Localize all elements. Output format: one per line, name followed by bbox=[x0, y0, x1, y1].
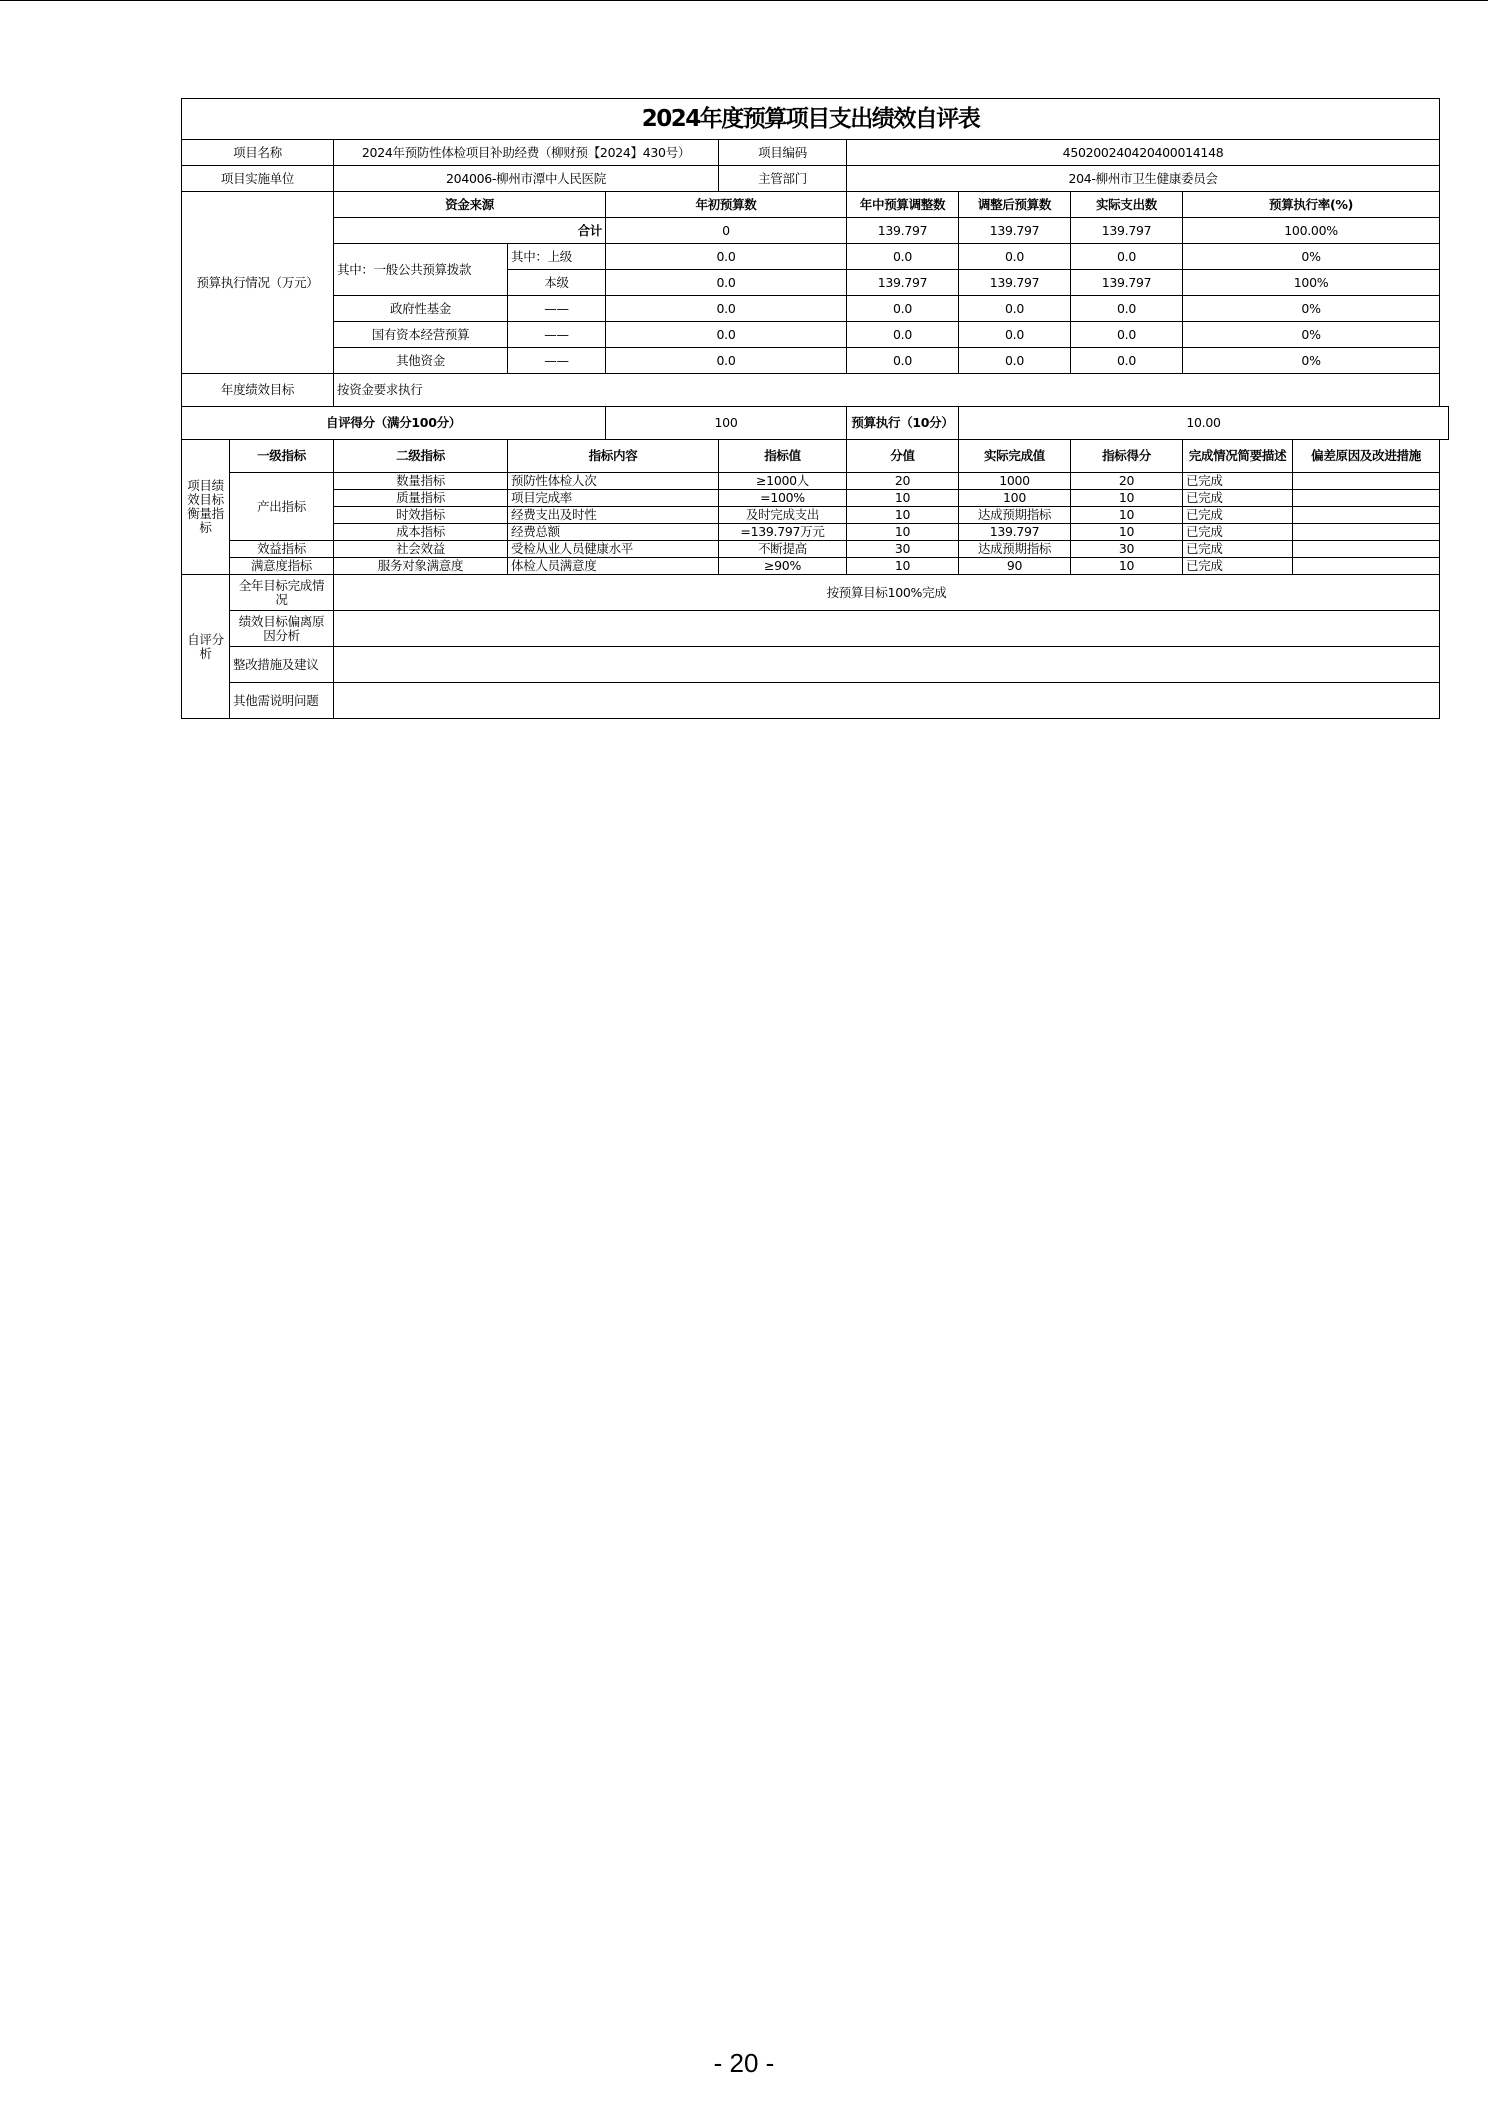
analysis-row bbox=[182, 683, 1449, 719]
other-fund-mid: 0.0 bbox=[847, 348, 959, 374]
indicator-reason bbox=[1293, 490, 1440, 507]
local-adjusted: 139.797 bbox=[959, 270, 1071, 296]
header-execution-rate: 预算执行率(%) bbox=[1183, 192, 1440, 218]
budget-exec-value: 10.00 bbox=[959, 407, 1449, 440]
indicator-level1: 效益指标 bbox=[230, 541, 334, 558]
other-fund-rate: 0% bbox=[1183, 348, 1440, 374]
header-actual: 实际完成值 bbox=[959, 440, 1071, 473]
indicator-level2: 质量指标 bbox=[334, 490, 508, 507]
performance-self-evaluation-table bbox=[181, 98, 1449, 719]
state-capital-dash: —— bbox=[508, 322, 606, 348]
analysis-row bbox=[182, 575, 1449, 611]
project-name-value: 2024年预防性体检项目补助经费（柳财预【2024】430号） bbox=[334, 140, 719, 166]
state-capital-rate: 0% bbox=[1183, 322, 1440, 348]
indicator-target: ≥1000人 bbox=[719, 473, 847, 490]
total-initial: 0 bbox=[606, 218, 847, 244]
budget-upper-row bbox=[182, 244, 1449, 270]
indicator-level2: 成本指标 bbox=[334, 524, 508, 541]
indicator-status: 已完成 bbox=[1183, 473, 1293, 490]
self-score-label: 自评得分（满分100分） bbox=[182, 407, 606, 440]
other-fund-initial: 0.0 bbox=[606, 348, 847, 374]
header-reason: 偏差原因及改进措施 bbox=[1293, 440, 1440, 473]
indicator-score: 10 bbox=[847, 558, 959, 575]
implementing-unit-label: 项目实施单位 bbox=[182, 166, 334, 192]
upper-initial: 0.0 bbox=[606, 244, 847, 270]
total-label: 合计 bbox=[334, 218, 606, 244]
budget-other-row bbox=[182, 348, 1449, 374]
indicator-level2: 时效指标 bbox=[334, 507, 508, 524]
local-actual: 139.797 bbox=[1071, 270, 1183, 296]
project-code-label: 项目编码 bbox=[719, 140, 847, 166]
header-content: 指标内容 bbox=[508, 440, 719, 473]
gov-fund-initial: 0.0 bbox=[606, 296, 847, 322]
indicator-target: ≥90% bbox=[719, 558, 847, 575]
indicator-got: 20 bbox=[1071, 473, 1183, 490]
total-mid: 139.797 bbox=[847, 218, 959, 244]
header-actual-spend: 实际支出数 bbox=[1071, 192, 1183, 218]
analysis-item-label: 整改措施及建议 bbox=[230, 647, 334, 683]
indicator-level2: 社会效益 bbox=[334, 541, 508, 558]
header-level1: 一级指标 bbox=[230, 440, 334, 473]
indicator-row bbox=[182, 473, 1449, 490]
gov-fund-mid: 0.0 bbox=[847, 296, 959, 322]
analysis-row bbox=[182, 611, 1449, 647]
indicator-content: 预防性体检人次 bbox=[508, 473, 719, 490]
header-score: 分值 bbox=[847, 440, 959, 473]
indicator-target: 及时完成支出 bbox=[719, 507, 847, 524]
gov-fund-dash: —— bbox=[508, 296, 606, 322]
local-mid: 139.797 bbox=[847, 270, 959, 296]
gov-fund-label: 政府性基金 bbox=[334, 296, 508, 322]
indicator-level2: 服务对象满意度 bbox=[334, 558, 508, 575]
budget-section-label: 预算执行情况（万元） bbox=[182, 192, 334, 374]
indicator-got: 30 bbox=[1071, 541, 1183, 558]
other-fund-actual: 0.0 bbox=[1071, 348, 1183, 374]
header-status: 完成情况简要描述 bbox=[1183, 440, 1293, 473]
indicator-content: 经费支出及时性 bbox=[508, 507, 719, 524]
indicator-actual: 100 bbox=[959, 490, 1071, 507]
budget-header-row bbox=[182, 192, 1449, 218]
indicator-header-row bbox=[182, 440, 1449, 473]
project-name-label: 项目名称 bbox=[182, 140, 334, 166]
indicator-row bbox=[182, 490, 1449, 507]
indicator-status: 已完成 bbox=[1183, 558, 1293, 575]
other-fund-dash: —— bbox=[508, 348, 606, 374]
upper-mid: 0.0 bbox=[847, 244, 959, 270]
analysis-item-label: 全年目标完成情况 bbox=[230, 575, 334, 611]
header-level2: 二级指标 bbox=[334, 440, 508, 473]
indicator-section-label: 项目绩效目标衡量指标 bbox=[182, 440, 230, 575]
gov-fund-actual: 0.0 bbox=[1071, 296, 1183, 322]
indicator-got: 10 bbox=[1071, 490, 1183, 507]
gov-fund-rate: 0% bbox=[1183, 296, 1440, 322]
indicator-row bbox=[182, 524, 1449, 541]
indicator-got: 10 bbox=[1071, 524, 1183, 541]
score-row bbox=[182, 407, 1449, 440]
header-mid-adjust: 年中预算调整数 bbox=[847, 192, 959, 218]
indicator-actual: 90 bbox=[959, 558, 1071, 575]
state-capital-initial: 0.0 bbox=[606, 322, 847, 348]
indicator-score: 20 bbox=[847, 473, 959, 490]
indicator-level1: 满意度指标 bbox=[230, 558, 334, 575]
indicator-level2: 数量指标 bbox=[334, 473, 508, 490]
indicator-actual: 达成预期指标 bbox=[959, 541, 1071, 558]
total-actual: 139.797 bbox=[1071, 218, 1183, 244]
analysis-item-value bbox=[334, 647, 1440, 683]
top-border-line bbox=[0, 0, 1488, 1]
analysis-row bbox=[182, 647, 1449, 683]
project-name-row bbox=[182, 140, 1449, 166]
indicator-target: 不断提高 bbox=[719, 541, 847, 558]
indicator-reason bbox=[1293, 524, 1440, 541]
self-score-value: 100 bbox=[606, 407, 847, 440]
indicator-row bbox=[182, 558, 1449, 575]
indicator-target: =100% bbox=[719, 490, 847, 507]
indicator-score: 30 bbox=[847, 541, 959, 558]
budget-total-row bbox=[182, 218, 1449, 244]
state-capital-adjusted: 0.0 bbox=[959, 322, 1071, 348]
annual-goal-row bbox=[182, 374, 1449, 407]
indicator-got: 10 bbox=[1071, 558, 1183, 575]
header-initial-budget: 年初预算数 bbox=[606, 192, 847, 218]
implementing-unit-value: 204006-柳州市潭中人民医院 bbox=[334, 166, 719, 192]
annual-goal-label: 年度绩效目标 bbox=[182, 374, 334, 407]
indicator-row bbox=[182, 541, 1449, 558]
total-adjusted: 139.797 bbox=[959, 218, 1071, 244]
indicator-status: 已完成 bbox=[1183, 490, 1293, 507]
header-target: 指标值 bbox=[719, 440, 847, 473]
budget-gov-fund-row bbox=[182, 296, 1449, 322]
indicator-reason bbox=[1293, 473, 1440, 490]
indicator-content: 经费总额 bbox=[508, 524, 719, 541]
indicator-score: 10 bbox=[847, 524, 959, 541]
indicator-content: 体检人员满意度 bbox=[508, 558, 719, 575]
state-capital-actual: 0.0 bbox=[1071, 322, 1183, 348]
gov-fund-adjusted: 0.0 bbox=[959, 296, 1071, 322]
department-value: 204-柳州市卫生健康委员会 bbox=[847, 166, 1440, 192]
analysis-item-label: 其他需说明问题 bbox=[230, 683, 334, 719]
general-budget-label: 其中：一般公共预算拨款 bbox=[334, 244, 508, 296]
indicator-content: 受检从业人员健康水平 bbox=[508, 541, 719, 558]
table-title: 2024年度预算项目支出绩效自评表 bbox=[182, 99, 1440, 140]
indicator-reason bbox=[1293, 558, 1440, 575]
header-fund-source: 资金来源 bbox=[334, 192, 606, 218]
header-got: 指标得分 bbox=[1071, 440, 1183, 473]
indicator-got: 10 bbox=[1071, 507, 1183, 524]
project-code-value: 450200240420400014148 bbox=[847, 140, 1440, 166]
total-rate: 100.00% bbox=[1183, 218, 1440, 244]
analysis-item-value bbox=[334, 611, 1440, 647]
analysis-item-label: 绩效目标偏离原因分析 bbox=[230, 611, 334, 647]
analysis-item-value bbox=[334, 683, 1440, 719]
upper-label: 其中：上级 bbox=[508, 244, 606, 270]
output-indicator-label: 产出指标 bbox=[230, 473, 334, 541]
indicator-target: =139.797万元 bbox=[719, 524, 847, 541]
upper-actual: 0.0 bbox=[1071, 244, 1183, 270]
indicator-status: 已完成 bbox=[1183, 507, 1293, 524]
local-initial: 0.0 bbox=[606, 270, 847, 296]
department-label: 主管部门 bbox=[719, 166, 847, 192]
local-label: 本级 bbox=[508, 270, 606, 296]
indicator-row bbox=[182, 507, 1449, 524]
indicator-reason bbox=[1293, 541, 1440, 558]
annual-goal-value: 按资金要求执行 bbox=[334, 374, 1440, 407]
analysis-item-value: 按预算目标100%完成 bbox=[334, 575, 1440, 611]
local-rate: 100% bbox=[1183, 270, 1440, 296]
indicator-reason bbox=[1293, 507, 1440, 524]
upper-adjusted: 0.0 bbox=[959, 244, 1071, 270]
indicator-score: 10 bbox=[847, 490, 959, 507]
indicator-status: 已完成 bbox=[1183, 524, 1293, 541]
state-capital-label: 国有资本经营预算 bbox=[334, 322, 508, 348]
other-fund-adjusted: 0.0 bbox=[959, 348, 1071, 374]
title-row bbox=[182, 99, 1449, 140]
unit-row bbox=[182, 166, 1449, 192]
analysis-section-label: 自评分析 bbox=[182, 575, 230, 719]
state-capital-mid: 0.0 bbox=[847, 322, 959, 348]
indicator-actual: 139.797 bbox=[959, 524, 1071, 541]
indicator-actual: 1000 bbox=[959, 473, 1071, 490]
other-fund-label: 其他资金 bbox=[334, 348, 508, 374]
budget-state-capital-row bbox=[182, 322, 1449, 348]
upper-rate: 0% bbox=[1183, 244, 1440, 270]
indicator-status: 已完成 bbox=[1183, 541, 1293, 558]
budget-exec-label: 预算执行（10分） bbox=[847, 407, 959, 440]
indicator-content: 项目完成率 bbox=[508, 490, 719, 507]
indicator-score: 10 bbox=[847, 507, 959, 524]
page-number: - 20 - bbox=[713, 2048, 775, 2078]
indicator-actual: 达成预期指标 bbox=[959, 507, 1071, 524]
header-adjusted-budget: 调整后预算数 bbox=[959, 192, 1071, 218]
